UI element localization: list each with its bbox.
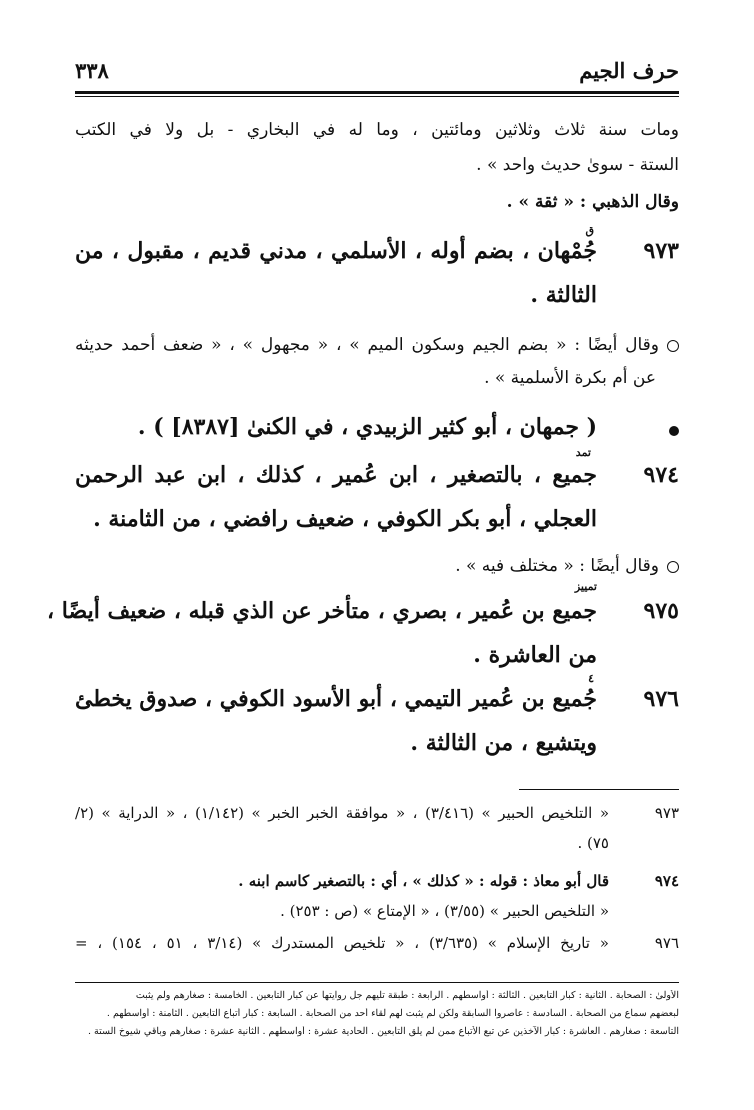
header-rule-thin [75, 96, 679, 97]
entry-number: ٩٧٤ [643, 462, 679, 488]
filled-bullet-icon [669, 426, 679, 436]
entry-number: ٩٧٣ [643, 238, 679, 264]
entry-number: ٩٧٥ [643, 598, 679, 624]
footnote-number: ٩٧٦ [654, 934, 679, 952]
tabaqat-legend-line: لبعضهم سماع من الصحابة . السادسة : عاصروا السابقة ولكن لم يثبت لهم لقاء أحد من الصحابة . السابعة : كبار أتباع التابعين . الثامنة : أواسطهم . [106, 1008, 679, 1019]
entry-text: جميع بن عُمير ، بصري ، متأخر عن الذي قبله ، ضعيف أيضًا ، [47, 598, 597, 624]
body-line: وقال الذهبي : « ثقة » . [506, 192, 679, 212]
header-rule-thick [75, 91, 679, 94]
entry-text: من العاشرة . [473, 642, 597, 668]
tabaqat-legend-line: الأولىٰ : الصحابة . الثانية : كبار التابعين . الثالثة : أواسطهم . الرابعة : طبقة تليهم جل روايتها عن كبار التابعين . الخامسة : صغارهم ولم يثبت [135, 990, 679, 1001]
cross-reference-text: ( جمهان ، أبو كثير الزبيدي ، في الكنىٰ [٨٣٨٧] ) . [137, 414, 597, 440]
entry-text: جُمْهان ، بضم أوله ، الأسلمي ، مدني قديم ، مقبول ، من [75, 238, 597, 264]
footnote-separator [519, 789, 679, 790]
body-line: ومات سنة ثلاث وثلاثين ومائتين ، وما له في البخاري - بل ولا في الكتب [75, 120, 679, 140]
entry-symbol: تمد [575, 446, 591, 459]
body-line: الستة - سوىٰ حديث واحد » . [476, 155, 679, 175]
footnote-text: « تاريخ الإسلام » (٣/٦٣٥) ، « تلخيص المستدرك » (٣/١٤ ، ٥١ ، ١٥٤) ، = [75, 934, 609, 952]
footnote-text: « التلخيص الحبير » (٣/٤١٦) ، « موافقة الخبر الخبر » (١/١٤٢) ، « الدراية » (٢/ [75, 804, 609, 822]
entry-976 [75, 672, 679, 766]
footnote-number: ٩٧٣ [654, 804, 679, 822]
footnote [75, 934, 679, 964]
entry-symbol: ٤ [588, 672, 594, 685]
entry-974 [75, 446, 679, 542]
circle-bullet-icon [667, 561, 679, 573]
footnote-text: قال أبو معاذ : قوله : « كذلك » ، أي : بالتصغير كاسم ابنه . [238, 872, 609, 890]
page-header [75, 56, 679, 90]
entry-symbol: تمييز [574, 580, 597, 593]
footnote [75, 804, 679, 864]
note-line: وقال أيضًا : « مختلف فيه » . [75, 556, 679, 576]
entry-text: جميع ، بالتصغير ، ابن عُمير ، كذلك ، ابن عبد الرحمن [75, 462, 597, 488]
footnote-text: ٧٥) . [577, 834, 609, 852]
footnote [75, 872, 679, 932]
page-number: ٣٣٨ [75, 58, 109, 83]
entry-symbol: ق [585, 224, 594, 237]
tabaqat-legend-line: التاسعة : صغارهم . العاشرة : كبار الآخذين عن تبع الأتباع ممن لم يلق التابعين . الحادية عشرة : أواسطهم . الثانية عشرة : صغارهم وباقي شيوخ الستة . [87, 1026, 679, 1037]
entry-text: ويتشيع ، من الثالثة . [410, 730, 597, 756]
footnote-text: « التلخيص الحبير » (٣/٥٥) ، « الإمتاع » (ص : ٢٥٣) . [280, 902, 609, 920]
chapter-title: حرف الجيم [579, 58, 679, 83]
legend-rule [75, 982, 679, 983]
note-line: وقال أيضًا : « بضم الجيم وسكون الميم » ، « مجهول » ، « ضعف أحمد حديثه [75, 335, 679, 355]
entry-number: ٩٧٦ [643, 686, 679, 712]
footnote-number: ٩٧٤ [654, 872, 679, 890]
entry-973 [75, 224, 679, 318]
note-line: عن أم بكرة الأسلمية » . [484, 368, 656, 388]
circle-bullet-icon [667, 340, 679, 352]
entry-text: العجلي ، أبو بكر الكوفي ، ضعيف رافضي ، من الثامنة . [93, 506, 597, 532]
entry-975 [47, 580, 679, 678]
entry-text: جُميع بن عُمير التيمي ، أبو الأسود الكوفي ، صدوق يخطئ [75, 686, 597, 712]
entry-text: الثالثة . [530, 282, 597, 308]
